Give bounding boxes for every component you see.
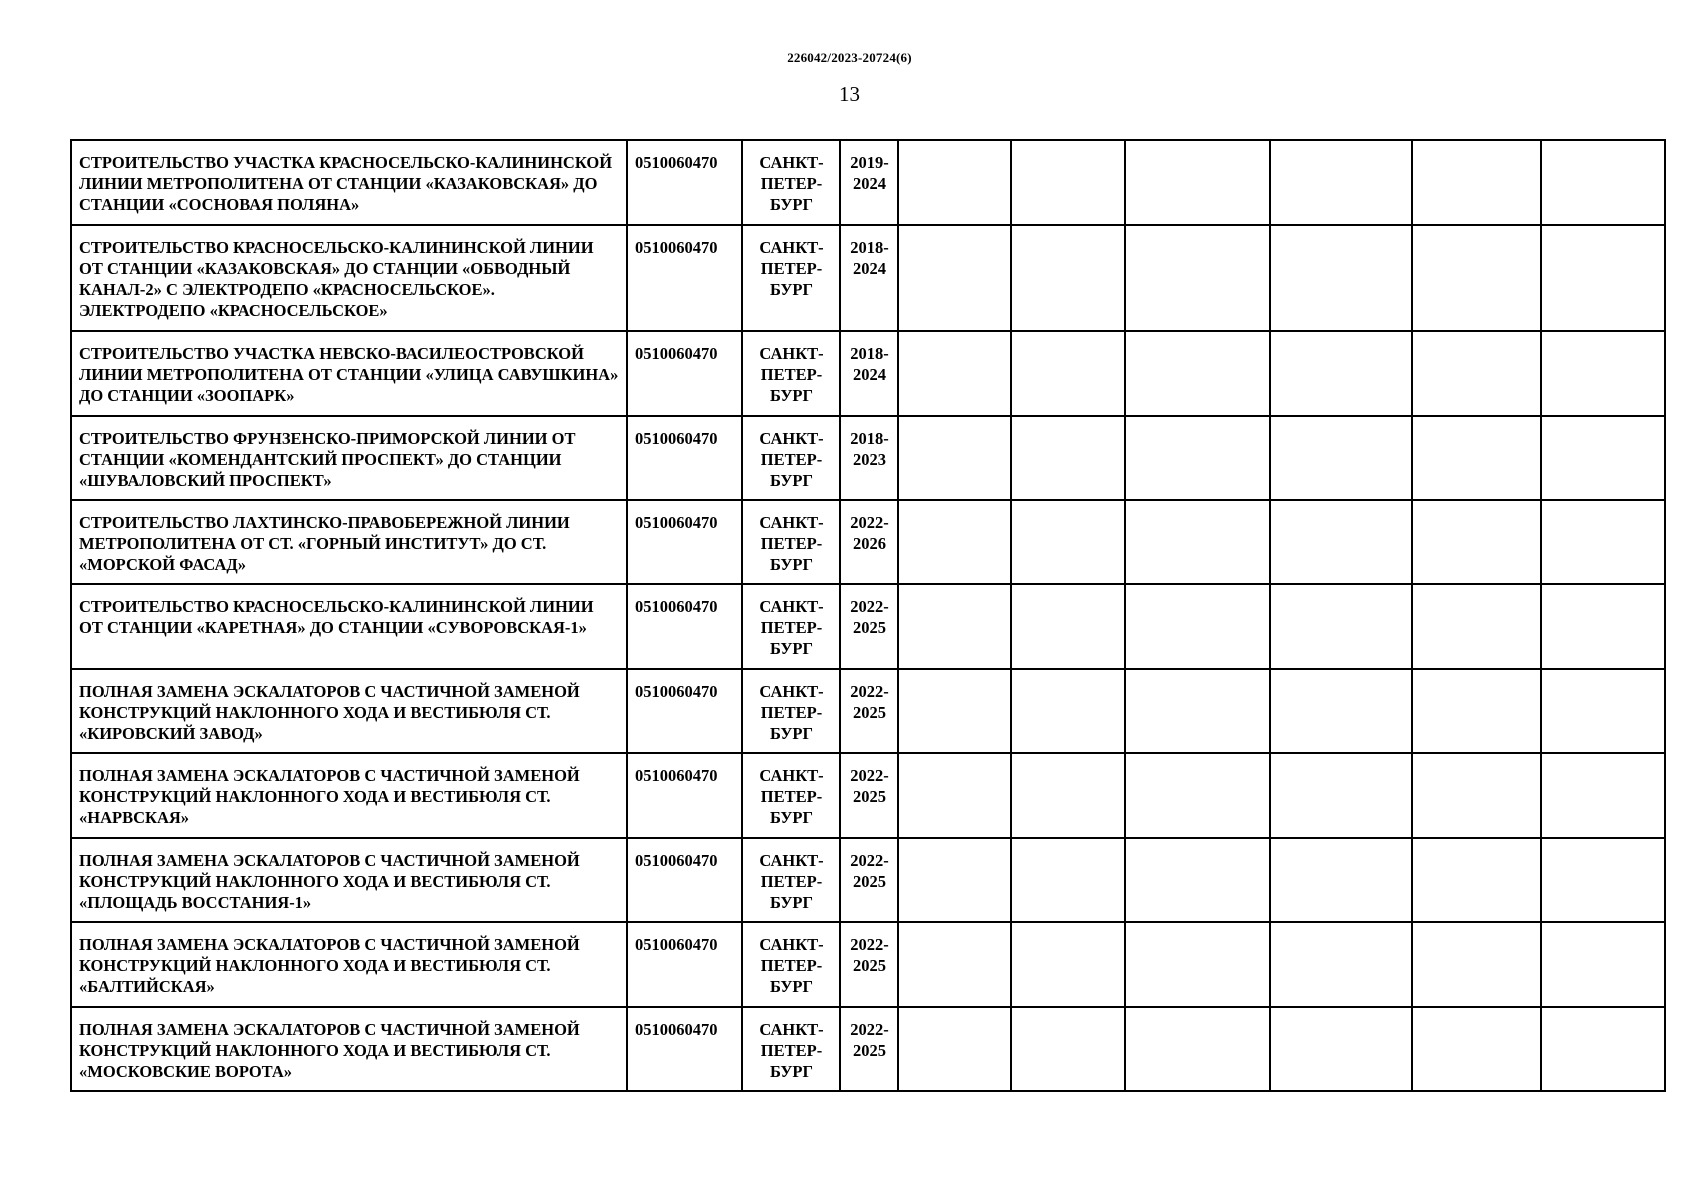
empty-cell	[1412, 584, 1541, 669]
empty-cell	[1270, 669, 1412, 753]
document-number: 226042/2023-20724(6)	[787, 50, 912, 65]
empty-cell	[1011, 500, 1125, 584]
empty-cell	[1011, 416, 1125, 500]
table-row	[71, 584, 1665, 669]
table-body	[71, 140, 1665, 1091]
empty-cell	[1412, 416, 1541, 500]
region-line: САНКТ-	[759, 238, 824, 257]
region-line: ПЕТЕР-	[760, 365, 823, 384]
region-line: САНКТ-	[759, 344, 824, 363]
region-line: БУРГ	[769, 808, 813, 827]
region-line: БУРГ	[769, 386, 813, 405]
code-cell: 0510060470	[627, 1007, 742, 1091]
empty-cell	[898, 838, 1011, 922]
years-cell: 2022-2025	[840, 753, 898, 838]
empty-cell	[1270, 1007, 1412, 1091]
empty-cell	[1125, 331, 1270, 416]
empty-cell	[1270, 838, 1412, 922]
code-cell: 0510060470	[627, 584, 742, 669]
region-cell	[742, 331, 840, 416]
empty-cell	[1541, 1007, 1665, 1091]
years-cell: 2022-2025	[840, 669, 898, 753]
empty-cell	[1541, 753, 1665, 838]
object-name-cell: СТРОИТЕЛЬСТВО ФРУНЗЕНСКО-ПРИМОРСКОЙ ЛИНИИ ОТ СТАНЦИИ «КОМЕНДАНТСКИЙ ПРОСПЕКТ» ДО СТАНЦИИ «ШУВАЛОВСКИЙ ПРОСПЕКТ»	[71, 416, 627, 500]
years-cell: 2022-2025	[840, 838, 898, 922]
table-row	[71, 838, 1665, 922]
empty-cell	[1125, 416, 1270, 500]
code-cell: 0510060470	[627, 922, 742, 1007]
region-line: ПЕТЕР-	[760, 1041, 823, 1060]
empty-cell	[898, 669, 1011, 753]
empty-cell	[1412, 225, 1541, 331]
object-name-cell: СТРОИТЕЛЬСТВО КРАСНОСЕЛЬСКО-КАЛИНИНСКОЙ ЛИНИИ ОТ СТАНЦИИ «КАРЕТНАЯ» ДО СТАНЦИИ «СУВОРОВСКАЯ-1»	[71, 584, 627, 669]
years-cell: 2022-2025	[840, 584, 898, 669]
region-cell	[742, 1007, 840, 1091]
region-line: БУРГ	[769, 1062, 813, 1081]
object-name-cell: ПОЛНАЯ ЗАМЕНА ЭСКАЛАТОРОВ С ЧАСТИЧНОЙ ЗАМЕНОЙ КОНСТРУКЦИЙ НАКЛОННОГО ХОДА И ВЕСТИБЮЛЯ СТ. «ПЛОЩАДЬ ВОССТАНИЯ-1»	[71, 838, 627, 922]
region-line: ПЕТЕР-	[760, 174, 823, 193]
table-row	[71, 500, 1665, 584]
table-row	[71, 416, 1665, 500]
table-row	[71, 331, 1665, 416]
empty-cell	[1541, 416, 1665, 500]
empty-cell	[1125, 1007, 1270, 1091]
empty-cell	[898, 225, 1011, 331]
empty-cell	[1412, 669, 1541, 753]
table-row	[71, 922, 1665, 1007]
empty-cell	[1541, 140, 1665, 225]
region-line: САНКТ-	[759, 851, 824, 870]
years-cell: 2022-2026	[840, 500, 898, 584]
region-line: САНКТ-	[759, 766, 824, 785]
code-cell: 0510060470	[627, 753, 742, 838]
empty-cell	[1412, 922, 1541, 1007]
empty-cell	[1011, 584, 1125, 669]
region-line: ПЕТЕР-	[760, 703, 823, 722]
empty-cell	[1270, 922, 1412, 1007]
region-line: ПЕТЕР-	[760, 872, 823, 891]
table-row	[71, 225, 1665, 331]
empty-cell	[898, 753, 1011, 838]
region-line: БУРГ	[769, 977, 813, 996]
empty-cell	[898, 140, 1011, 225]
table-row	[71, 669, 1665, 753]
empty-cell	[1541, 225, 1665, 331]
empty-cell	[898, 922, 1011, 1007]
code-cell: 0510060470	[627, 225, 742, 331]
region-line: БУРГ	[769, 280, 813, 299]
code-cell: 0510060470	[627, 838, 742, 922]
empty-cell	[1270, 584, 1412, 669]
empty-cell	[1541, 584, 1665, 669]
region-line: САНКТ-	[759, 1020, 824, 1039]
object-name-cell: СТРОИТЕЛЬСТВО УЧАСТКА НЕВСКО-ВАСИЛЕОСТРОВСКОЙ ЛИНИИ МЕТРОПОЛИТЕНА ОТ СТАНЦИИ «УЛИЦА САВУШКИНА» ДО СТАНЦИИ «ЗООПАРК»	[71, 331, 627, 416]
region-line: ПЕТЕР-	[760, 259, 823, 278]
region-line: ПЕТЕР-	[760, 450, 823, 469]
region-line: САНКТ-	[759, 597, 824, 616]
object-name-cell: СТРОИТЕЛЬСТВО КРАСНОСЕЛЬСКО-КАЛИНИНСКОЙ ЛИНИИ ОТ СТАНЦИИ «КАЗАКОВСКАЯ» ДО СТАНЦИИ «ОБВОДНЫЙ КАНАЛ-2» С ЭЛЕКТРОДЕПО «КРАСНОСЕЛЬСКОЕ». ЭЛЕКТРОДЕПО «КРАСНОСЕЛЬСКОЕ»	[71, 225, 627, 331]
empty-cell	[898, 500, 1011, 584]
empty-cell	[1011, 1007, 1125, 1091]
empty-cell	[1125, 753, 1270, 838]
table-row	[71, 1007, 1665, 1091]
empty-cell	[898, 1007, 1011, 1091]
empty-cell	[1412, 331, 1541, 416]
years-cell: 2018-2023	[840, 416, 898, 500]
empty-cell	[1125, 922, 1270, 1007]
empty-cell	[1125, 140, 1270, 225]
empty-cell	[1125, 838, 1270, 922]
empty-cell	[898, 584, 1011, 669]
empty-cell	[1011, 669, 1125, 753]
region-line: БУРГ	[769, 195, 813, 214]
empty-cell	[1270, 331, 1412, 416]
region-cell	[742, 500, 840, 584]
empty-cell	[1125, 584, 1270, 669]
region-line: ПЕТЕР-	[760, 956, 823, 975]
object-name-cell: ПОЛНАЯ ЗАМЕНА ЭСКАЛАТОРОВ С ЧАСТИЧНОЙ ЗАМЕНОЙ КОНСТРУКЦИЙ НАКЛОННОГО ХОДА И ВЕСТИБЮЛЯ СТ. «МОСКОВСКИЕ ВОРОТА»	[71, 1007, 627, 1091]
object-name-cell: СТРОИТЕЛЬСТВО УЧАСТКА КРАСНОСЕЛЬСКО-КАЛИНИНСКОЙ ЛИНИИ МЕТРОПОЛИТЕНА ОТ СТАНЦИИ «КАЗАКОВСКАЯ» ДО СТАНЦИИ «СОСНОВАЯ ПОЛЯНА»	[71, 140, 627, 225]
empty-cell	[1412, 753, 1541, 838]
page-number: 13	[839, 82, 860, 106]
region-cell	[742, 669, 840, 753]
empty-cell	[1412, 838, 1541, 922]
empty-cell	[1270, 140, 1412, 225]
empty-cell	[1541, 922, 1665, 1007]
region-cell	[742, 225, 840, 331]
region-line: ПЕТЕР-	[760, 534, 823, 553]
empty-cell	[1270, 500, 1412, 584]
region-line: САНКТ-	[759, 513, 824, 532]
region-line: ПЕТЕР-	[760, 787, 823, 806]
years-cell: 2022-2025	[840, 922, 898, 1007]
region-cell	[742, 753, 840, 838]
region-line: САНКТ-	[759, 935, 824, 954]
table-row	[71, 140, 1665, 225]
region-line: БУРГ	[769, 555, 813, 574]
years-cell: 2022-2025	[840, 1007, 898, 1091]
empty-cell	[1541, 669, 1665, 753]
code-cell: 0510060470	[627, 140, 742, 225]
empty-cell	[898, 416, 1011, 500]
region-line: БУРГ	[769, 639, 813, 658]
object-name-cell: СТРОИТЕЛЬСТВО ЛАХТИНСКО-ПРАВОБЕРЕЖНОЙ ЛИНИИ МЕТРОПОЛИТЕНА ОТ СТ. «ГОРНЫЙ ИНСТИТУТ» ДО СТ. «МОРСКОЙ ФАСАД»	[71, 500, 627, 584]
empty-cell	[1011, 922, 1125, 1007]
region-line: БУРГ	[769, 471, 813, 490]
empty-cell	[1270, 753, 1412, 838]
empty-cell	[1541, 500, 1665, 584]
years-cell: 2018-2024	[840, 331, 898, 416]
region-cell	[742, 140, 840, 225]
empty-cell	[1125, 500, 1270, 584]
table-row	[71, 753, 1665, 838]
empty-cell	[1412, 140, 1541, 225]
region-line: БУРГ	[769, 724, 813, 743]
region-line: САНКТ-	[759, 429, 824, 448]
empty-cell	[1270, 225, 1412, 331]
region-line: САНКТ-	[759, 153, 824, 172]
empty-cell	[1125, 669, 1270, 753]
empty-cell	[1011, 225, 1125, 331]
empty-cell	[1270, 416, 1412, 500]
code-cell: 0510060470	[627, 669, 742, 753]
empty-cell	[1011, 838, 1125, 922]
region-cell	[742, 838, 840, 922]
code-cell: 0510060470	[627, 416, 742, 500]
empty-cell	[1011, 140, 1125, 225]
empty-cell	[898, 331, 1011, 416]
object-name-cell: ПОЛНАЯ ЗАМЕНА ЭСКАЛАТОРОВ С ЧАСТИЧНОЙ ЗАМЕНОЙ КОНСТРУКЦИЙ НАКЛОННОГО ХОДА И ВЕСТИБЮЛЯ СТ. «НАРВСКАЯ»	[71, 753, 627, 838]
empty-cell	[1541, 838, 1665, 922]
code-cell: 0510060470	[627, 500, 742, 584]
region-cell	[742, 416, 840, 500]
empty-cell	[1412, 500, 1541, 584]
code-cell: 0510060470	[627, 331, 742, 416]
empty-cell	[1011, 331, 1125, 416]
empty-cell	[1011, 753, 1125, 838]
years-cell: 2018-2024	[840, 225, 898, 331]
region-line: САНКТ-	[759, 682, 824, 701]
empty-cell	[1125, 225, 1270, 331]
region-cell	[742, 584, 840, 669]
region-line: ПЕТЕР-	[760, 618, 823, 637]
empty-cell	[1412, 1007, 1541, 1091]
object-name-cell: ПОЛНАЯ ЗАМЕНА ЭСКАЛАТОРОВ С ЧАСТИЧНОЙ ЗАМЕНОЙ КОНСТРУКЦИЙ НАКЛОННОГО ХОДА И ВЕСТИБЮЛЯ СТ. «БАЛТИЙСКАЯ»	[71, 922, 627, 1007]
empty-cell	[1541, 331, 1665, 416]
years-cell: 2019-2024	[840, 140, 898, 225]
region-cell	[742, 922, 840, 1007]
objects-table	[70, 139, 1666, 1092]
object-name-cell: ПОЛНАЯ ЗАМЕНА ЭСКАЛАТОРОВ С ЧАСТИЧНОЙ ЗАМЕНОЙ КОНСТРУКЦИЙ НАКЛОННОГО ХОДА И ВЕСТИБЮЛЯ СТ. «КИРОВСКИЙ ЗАВОД»	[71, 669, 627, 753]
region-line: БУРГ	[769, 893, 813, 912]
